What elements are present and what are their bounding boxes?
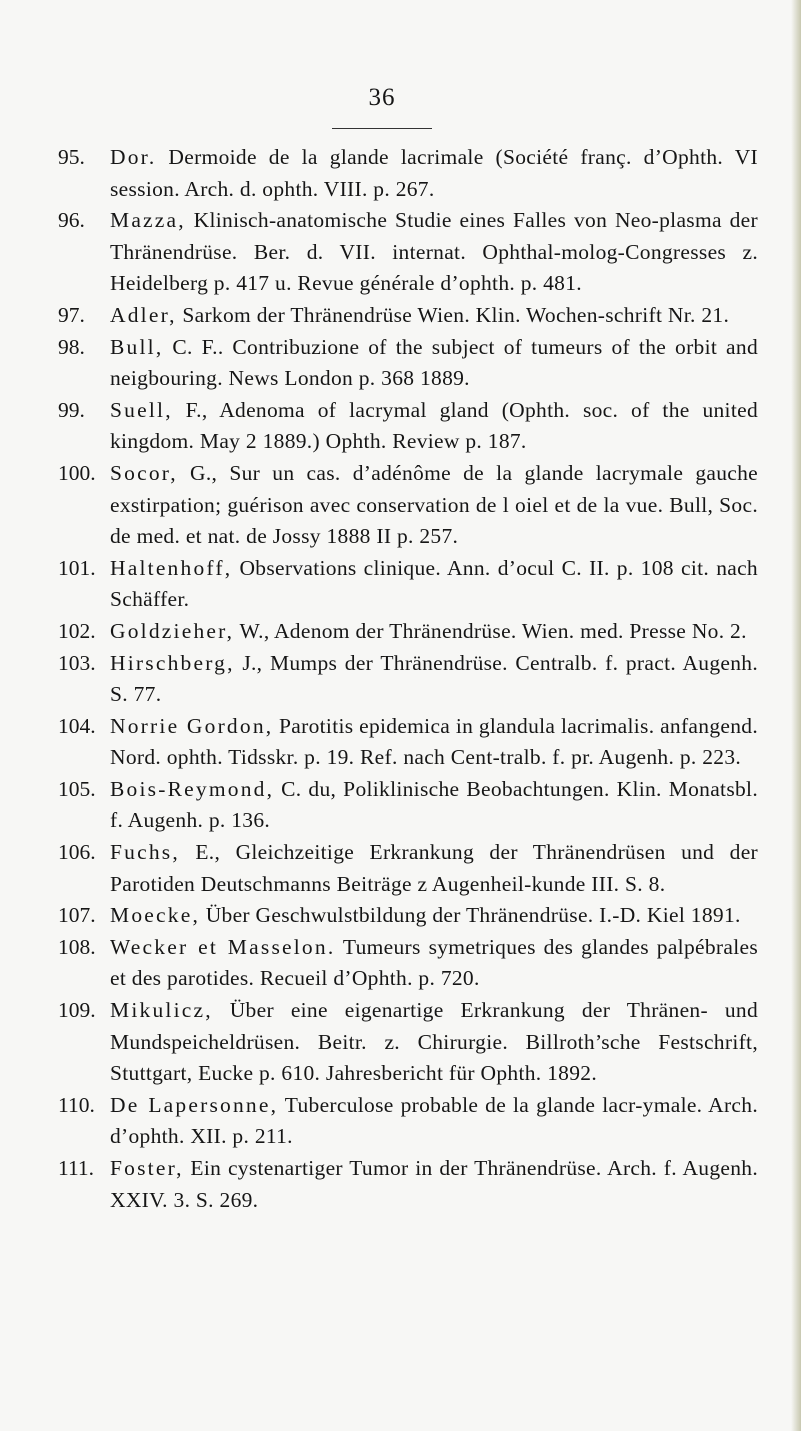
page-number: 36 <box>368 84 396 111</box>
reference-number: 103. <box>58 650 96 675</box>
reference-number: 110. <box>58 1092 95 1117</box>
reference-text: Klinisch-anatomische Studie eines Falles von Neo-plasma der Thränendrüse. Ber. d. VII. internat. Ophthal-molog-Congresses z. Heidelberg p. 417 u. Revue générale d’ophth. p. 481. <box>110 208 758 296</box>
reference-text: Dermoide de la glande lacrimale (Société franç. d’Ophth. VI session. Arch. d. ophth. VIII. p. 267. <box>110 145 758 201</box>
reference-item <box>58 205 758 300</box>
reference-item <box>58 142 758 205</box>
reference-author: Mazza, <box>110 208 186 233</box>
reference-author: Hirschberg, <box>110 650 235 675</box>
reference-author: Bois-Reymond, <box>110 776 275 801</box>
reference-author: Adler, <box>110 302 177 327</box>
reference-number: 102. <box>58 618 96 643</box>
reference-author: Wecker et Masselon. <box>110 934 336 959</box>
reference-item <box>58 458 758 553</box>
reference-author: Moecke, <box>110 903 201 928</box>
reference-list <box>58 142 758 1216</box>
reference-number: 106. <box>58 840 96 865</box>
reference-item <box>58 711 758 774</box>
reference-author: Suell, <box>110 397 173 422</box>
reference-item <box>58 1153 758 1216</box>
reference-text: Observations clinique. Ann. d’ocul C. II. p. 108 cit. nach Schäffer. <box>110 555 758 612</box>
reference-item <box>58 300 758 332</box>
reference-author: Haltenhoff, <box>110 555 233 580</box>
reference-text: Über Geschwulstbildung der Thränendrüse. I.-D. Kiel 1891. <box>200 903 741 928</box>
reference-number: 98. <box>58 334 85 359</box>
reference-text: Tuberculose probable de la glande lacr-ymale. Arch. d’ophth. XII. p. 211. <box>110 1092 758 1149</box>
reference-item <box>58 553 758 616</box>
page-edge-shadow <box>791 0 801 1431</box>
reference-text: C. F.. Contribuzione of the subject of tumeurs of the orbit and neigbouring. News London p. 368 1889. <box>110 334 758 391</box>
reference-text: Sarkom der Thränendrüse Wien. Klin. Wochen-schrift Nr. 21. <box>176 302 730 327</box>
reference-item <box>58 774 758 837</box>
reference-text: Parotitis epidemica in glandula lacrimalis. anfangend. Nord. ophth. Tidsskr. p. 19. Ref. nach Cent-tralb. f. pr. Augenh. p. 223. <box>110 713 758 770</box>
reference-item <box>58 837 758 900</box>
reference-text: Über eine eigenartige Erkrankung der Thränen- und Mundspeicheldrüsen. Beitr. z. Chirurgie. Billroth’sche Festschrift, Stuttgart, Eucke p. 610. Jahresbericht für Ophth. 1892. <box>110 998 758 1086</box>
reference-number: 107. <box>58 903 96 928</box>
reference-author: Socor, <box>110 460 178 485</box>
reference-number: 100. <box>58 460 96 485</box>
reference-text: Ein cystenartiger Tumor in der Thränendrüse. Arch. f. Augenh. XXIV. 3. S. 269. <box>110 1156 758 1212</box>
reference-author: De Lapersonne, <box>110 1092 279 1117</box>
reference-item <box>58 932 758 995</box>
reference-text: F., Adenoma of lacrymal gland (Ophth. soc. of the united kingdom. May 2 1889.) Ophth. Review p. 187. <box>110 397 758 454</box>
reference-number: 95. <box>58 145 85 169</box>
reference-number: 111. <box>58 1156 95 1180</box>
reference-text: E., Gleichzeitige Erkrankung der Thränendrüsen und der Parotiden Deutschmanns Beiträge z Augenheil-kunde III. S. 8. <box>110 840 758 896</box>
reference-number: 109. <box>58 998 96 1023</box>
reference-number: 101. <box>58 555 96 580</box>
reference-author: Mikulicz, <box>110 998 213 1023</box>
reference-author: Foster, <box>110 1156 184 1180</box>
reference-author: Bull, <box>110 334 164 359</box>
reference-text: G., Sur un cas. d’adénôme de la glande lacrymale gauche exstirpation; guérison avec conservation de l oiel et de la vue. Bull, Soc. de med. et nat. de Jossy 1888 II p. 257. <box>110 460 758 549</box>
reference-author: Norrie Gordon, <box>110 713 274 738</box>
reference-text: Tumeurs symetriques des glandes palpébrales et des parotides. Recueil d’Ophth. p. 720. <box>110 934 758 991</box>
reference-number: 96. <box>58 208 85 233</box>
reference-item <box>58 616 758 648</box>
reference-text: J., Mumps der Thränendrüse. Centralb. f. pract. Augenh. S. 77. <box>110 650 758 707</box>
reference-item <box>58 900 758 932</box>
reference-item <box>58 332 758 395</box>
reference-author: Goldzieher, <box>110 618 235 643</box>
reference-number: 104. <box>58 713 96 738</box>
page-number-rule <box>332 128 432 129</box>
reference-item <box>58 1090 758 1153</box>
reference-item <box>58 648 758 711</box>
reference-item <box>58 395 758 458</box>
reference-item <box>58 995 758 1090</box>
reference-author: Fuchs, <box>110 840 180 865</box>
reference-number: 99. <box>58 397 85 422</box>
reference-text: W., Adenom der Thränendrüse. Wien. med. Presse No. 2. <box>234 618 747 643</box>
reference-number: 105. <box>58 776 96 801</box>
reference-author: Dor. <box>110 145 157 169</box>
reference-number: 108. <box>58 934 96 959</box>
reference-text: C. du, Poliklinische Beobachtungen. Klin. Monatsbl. f. Augenh. p. 136. <box>110 776 758 833</box>
reference-number: 97. <box>58 302 85 327</box>
